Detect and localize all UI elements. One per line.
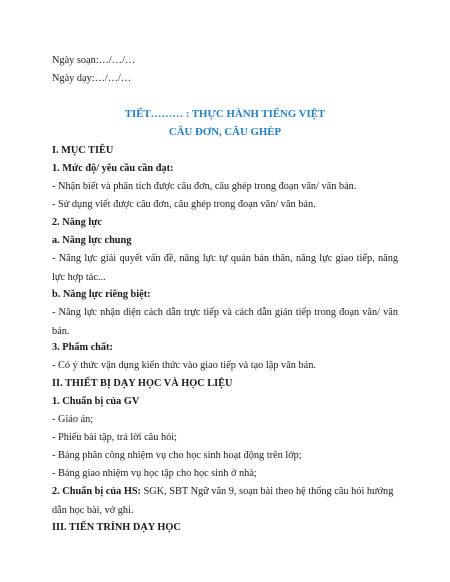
section-1-3-text: - Có ý thức vận dụng kiến thức vào giao tiếp và tạo lập văn bản. bbox=[52, 360, 316, 371]
section-1-2b-text: - Năng lực nhận diện cách dẫn trực tiếp và cách dẫn gián tiếp trong đoạn văn/ văn bản. bbox=[52, 307, 398, 337]
section-2-2-paragraph bbox=[52, 482, 398, 520]
section-2-1-item-d: - Bảng giao nhiệm vụ học tập cho học sinh ở nhà; bbox=[52, 468, 257, 479]
section-2-heading: II. THIẾT BỊ DẠY HỌC VÀ HỌC LIỆU bbox=[52, 378, 233, 389]
section-2-2-text: SGK, SBT Ngữ văn 9, soạn bài theo hệ thống câu hỏi hướng dẫn học bài, vở ghi. bbox=[52, 486, 394, 516]
section-1-heading: I. MỤC TIÊU bbox=[52, 145, 114, 156]
section-2-2-label: 2. Chuẩn bị của HS: bbox=[52, 486, 141, 497]
ngay-day: Ngày dạy:…/…/… bbox=[52, 73, 132, 84]
section-2-1-item-a: - Giáo án; bbox=[52, 414, 94, 425]
section-1-2b-heading: b. Năng lực riêng biệt: bbox=[52, 289, 151, 300]
section-1-2-heading: 2. Năng lực bbox=[52, 217, 102, 228]
lesson-title: TIẾT……… : THỰC HÀNH TIẾNG VIỆT bbox=[124, 108, 326, 120]
section-1-1-item-b: - Sử dụng viết được câu đơn, câu ghép trong đoạn văn/ văn bản. bbox=[52, 199, 316, 210]
section-2-1-heading: 1. Chuẩn bị của GV bbox=[52, 396, 140, 407]
section-2-1-item-b: - Phiếu bài tập, trả lời câu hỏi; bbox=[52, 432, 177, 443]
ngay-soan: Ngày soạn:…/…/… bbox=[52, 55, 136, 66]
section-1-1-item-a: - Nhận biết và phân tích được câu đơn, câu ghép trong đoạn văn/ văn bản. bbox=[52, 181, 357, 192]
section-2-1-item-c: - Bảng phân công nhiệm vụ cho học sinh hoạt động trên lớp; bbox=[52, 450, 302, 461]
section-1-2a-heading: a. Năng lực chung bbox=[52, 235, 132, 246]
section-1-3-heading: 3. Phẩm chất: bbox=[52, 342, 113, 353]
section-1-2a-text: - Năng lực giải quyết vấn đề, năng lực tự quản bản thân, năng lực giao tiếp, năng lực hợp tác... bbox=[52, 253, 398, 283]
lesson-subtitle: CÂU ĐƠN, CÂU GHÉP bbox=[168, 126, 282, 138]
section-1-1-heading: 1. Mức độ/ yêu cầu cần đạt: bbox=[52, 163, 174, 174]
section-3-heading: III. TIẾN TRÌNH DẠY HỌC bbox=[52, 522, 181, 533]
